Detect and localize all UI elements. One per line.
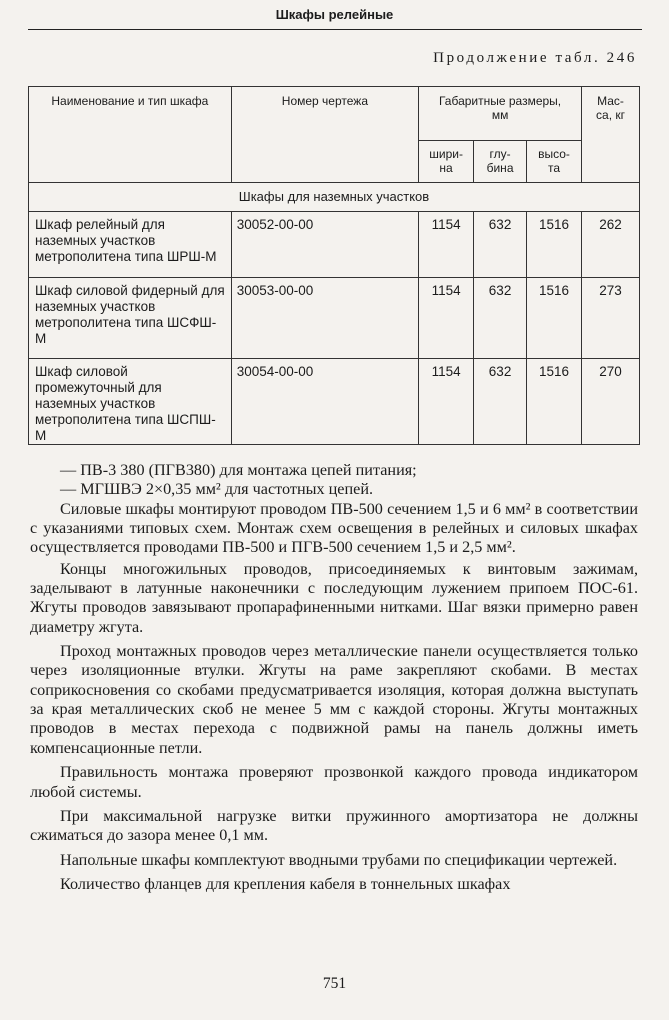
header-width: шири- на xyxy=(419,141,474,183)
cell-depth: 632 xyxy=(474,212,527,278)
header-depth: глу- бина xyxy=(474,141,527,183)
paragraph: Силовые шкафы монтируют проводом ПВ-500 сечением 1,5 и 6 мм² в соответствии с указаниями типовых схем. Монтаж схем освещения в релейных и силовых шкафах осуществляется проводами ПВ-500 и ПГВ-500 сечением 1,5 и 2,5 мм². xyxy=(30,499,638,557)
list-item: — МГШВЭ 2×0,35 мм² для частотных цепей. xyxy=(60,480,374,499)
section-title: Шкафы для наземных участков xyxy=(29,183,640,212)
cell-drawing: 30054-00-00 xyxy=(231,359,418,445)
list-item: — ПВ-3 380 (ПГВ380) для монтажа цепей питания; xyxy=(60,461,417,479)
paragraph: Концы многожильных проводов, присоединяемых к винтовым зажимам, заделывают в латунные наконечники с последующим лужением припоем ПОС-61. Жгуты проводов завязывают пропарафиненными нитками. Шаг вязки примерно равен диаметру жгута. xyxy=(30,559,638,636)
cell-drawing: 30052-00-00 xyxy=(231,212,418,278)
table-continuation-label: Продолжение табл. 246 xyxy=(433,50,637,66)
cell-mass: 270 xyxy=(582,359,640,445)
header-height: высо- та xyxy=(527,141,582,183)
paragraph: Количество фланцев для крепления кабеля в тоннельных шкафах xyxy=(60,874,511,893)
cell-height: 1516 xyxy=(527,212,582,278)
paragraph: Напольные шкафы комплектуют вводными трубами по спецификации чертежей. xyxy=(60,850,618,869)
page-number: 751 xyxy=(322,975,347,992)
cell-height: 1516 xyxy=(527,359,582,445)
cell-drawing: 30053-00-00 xyxy=(231,278,418,359)
header-rule xyxy=(28,29,642,30)
paragraph: Проход монтажных проводов через металлические панели осуществляется только через изоляционные втулки. Жгуты на раме закрепляют скобами. В местах соприкосновения со скобами предусматривается изоляция, которая должна выступать за края металлических скоб не менее 5 мм с каждой стороны. Жгуты монтажных проводов в местах перехода с подвижной рамы на панель должны иметь компенсационные петли. xyxy=(30,642,638,757)
header-dimensions: Габаритные размеры, мм xyxy=(419,87,582,141)
table-row xyxy=(29,278,640,359)
header-mass: Мас- са, кг xyxy=(582,87,640,183)
table-row xyxy=(29,359,640,445)
cell-width: 1154 xyxy=(419,212,474,278)
cabinets-table xyxy=(28,86,640,445)
paragraph: Правильность монтажа проверяют прозвонкой каждого провода индикатором любой системы. xyxy=(30,763,638,801)
cell-name: Шкаф силовой фидерный для наземных участков метрополитена типа ШСФШ-М xyxy=(29,278,232,359)
body-text xyxy=(30,461,638,899)
cell-width: 1154 xyxy=(419,278,474,359)
cell-mass: 273 xyxy=(582,278,640,359)
running-header: Шкафы релейные xyxy=(275,7,394,22)
cell-name: Шкаф релейный для наземных участков метрополитена типа ШРШ-М xyxy=(29,212,232,278)
cell-depth: 632 xyxy=(474,278,527,359)
cell-height: 1516 xyxy=(527,278,582,359)
cell-depth: 632 xyxy=(474,359,527,445)
header-name: Наименование и тип шкафа xyxy=(29,87,232,183)
cell-name: Шкаф силовой промежуточный для наземных участков метрополитена типа ШСПШ-М xyxy=(29,359,232,445)
table-row xyxy=(29,212,640,278)
cell-width: 1154 xyxy=(419,359,474,445)
header-drawing: Номер чертежа xyxy=(231,87,418,183)
cell-mass: 262 xyxy=(582,212,640,278)
paragraph: При максимальной нагрузке витки пружинного амортизатора не должны сжиматься до зазора менее 0,1 мм. xyxy=(30,806,638,845)
